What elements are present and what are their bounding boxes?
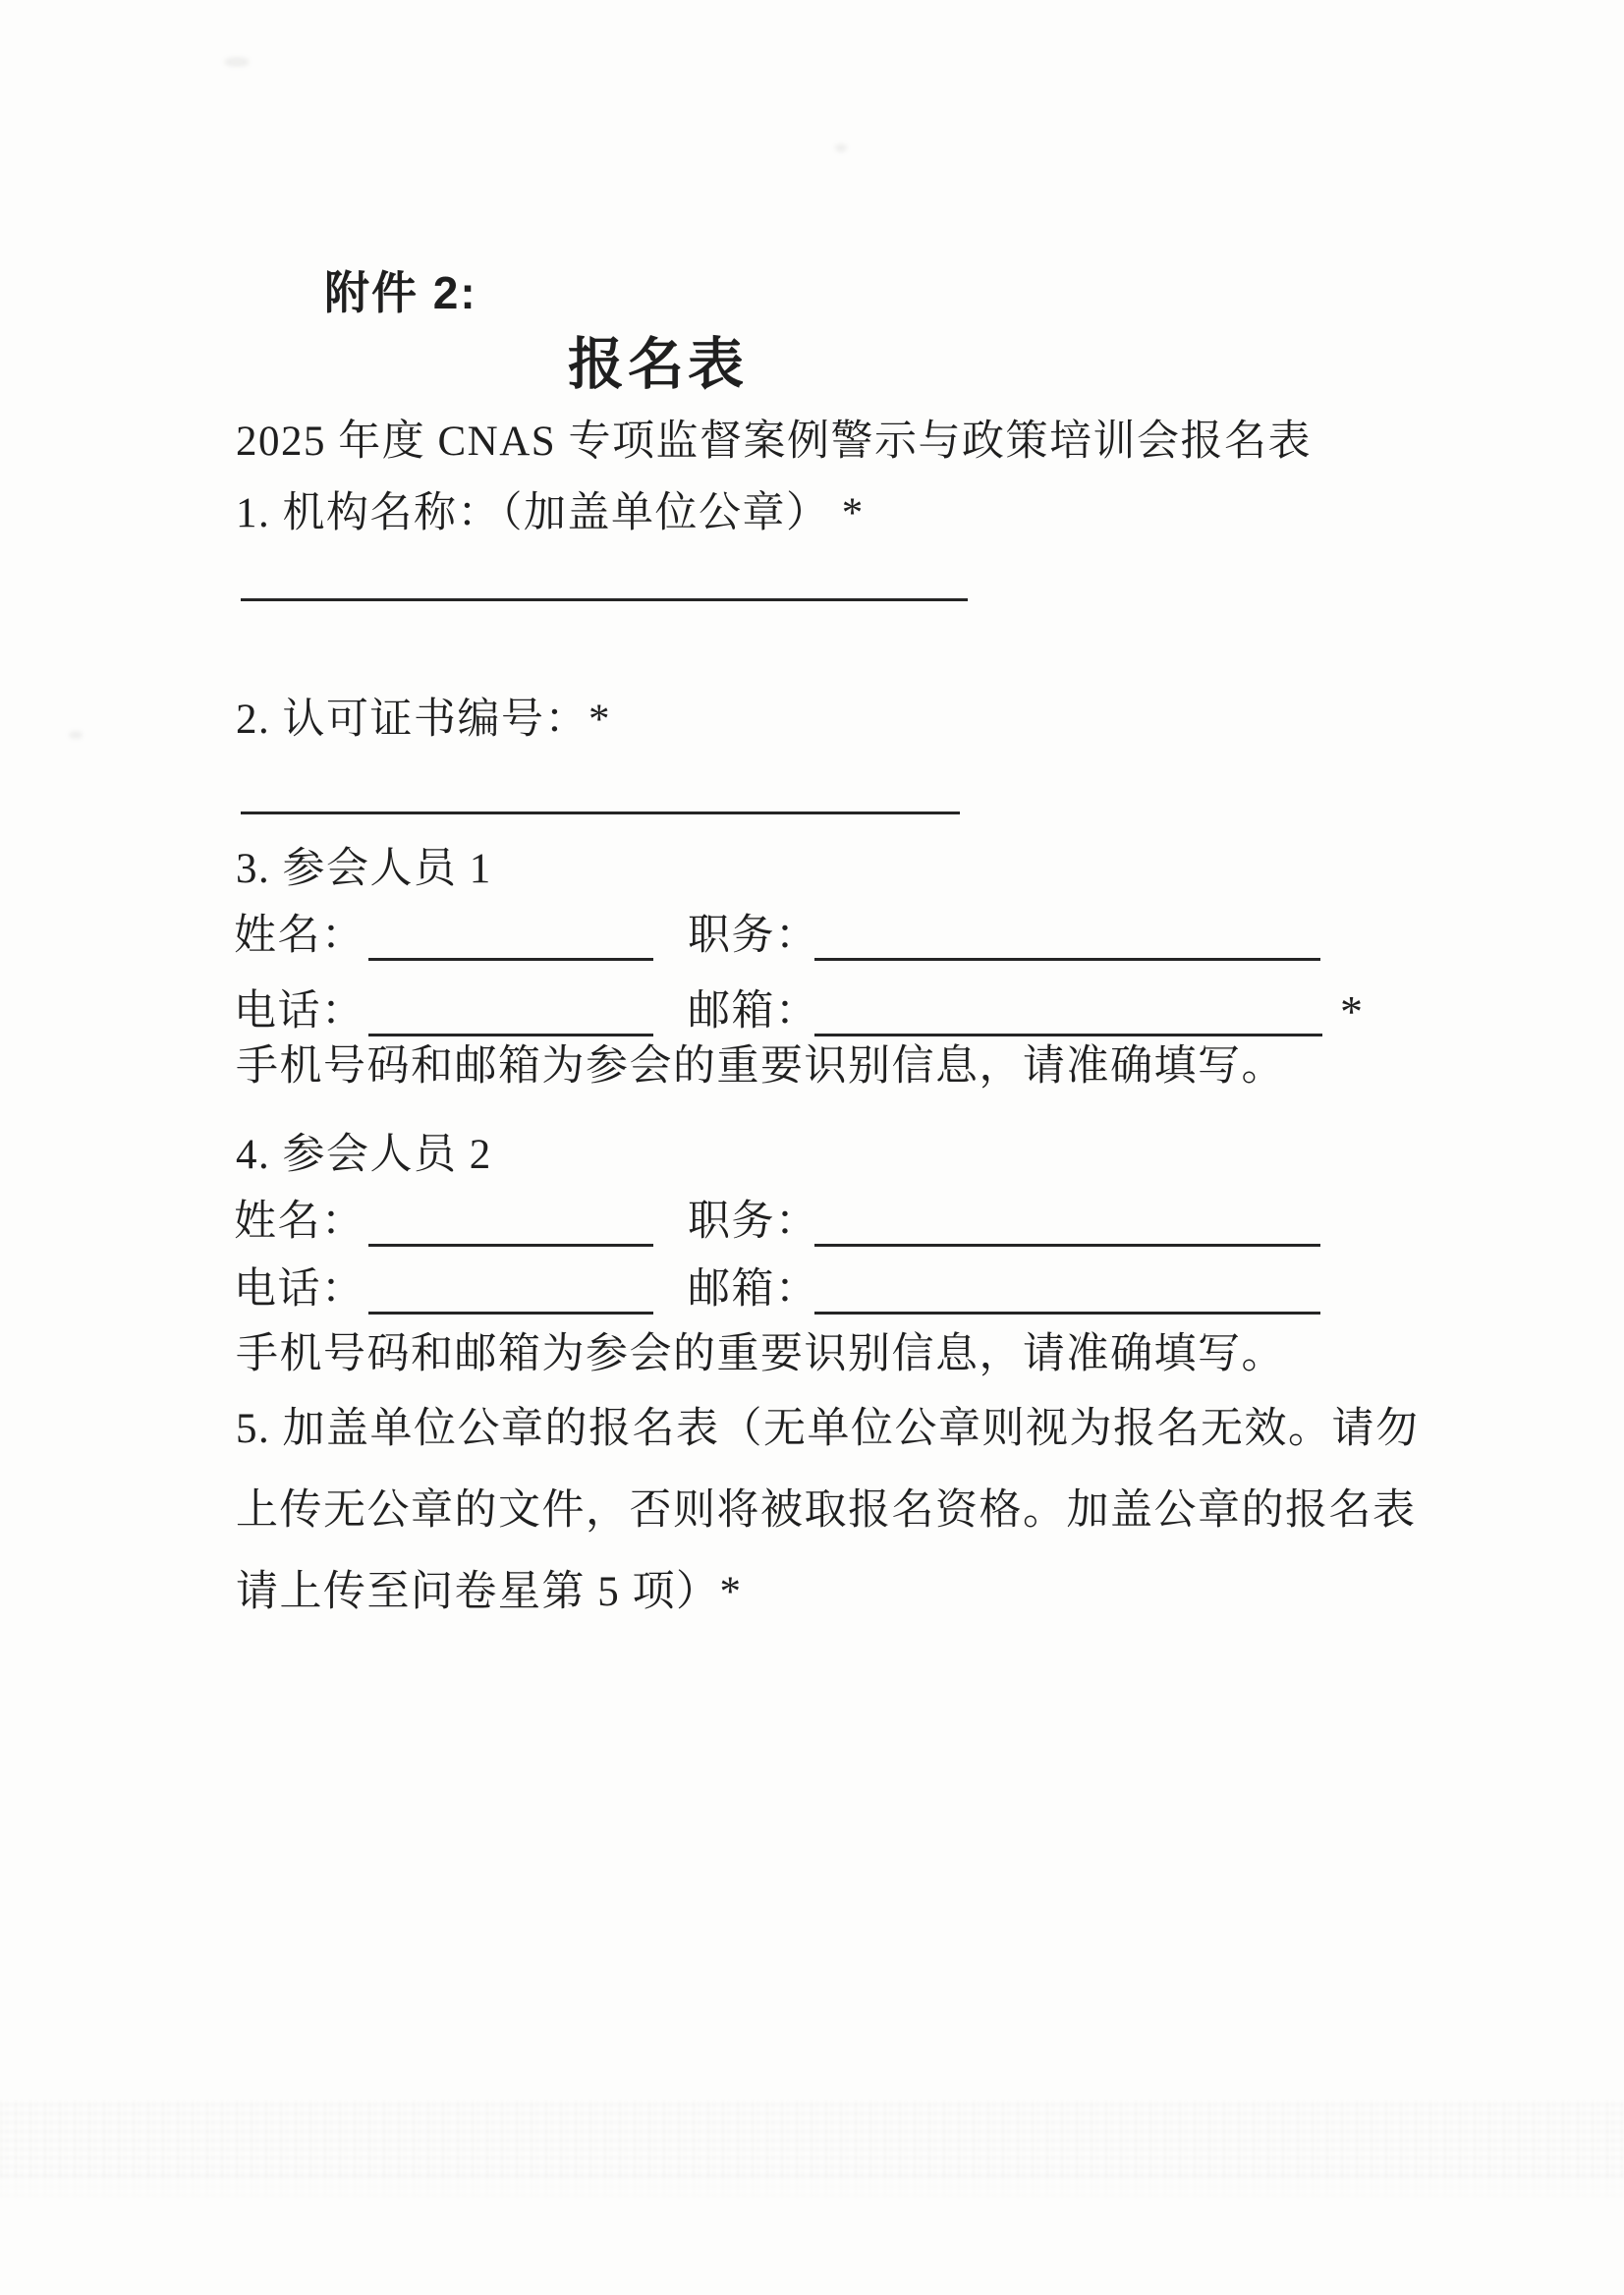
item2-label: 2. 认可证书编号：*	[236, 697, 611, 743]
item1-fill-in-line	[241, 598, 968, 601]
scan-bleed-through-band	[0, 2100, 1624, 2177]
item5-line-3: 请上传至问卷星第 5 项）*	[236, 1569, 743, 1615]
email-label: 邮箱：	[688, 988, 819, 1035]
person1-phone-fill-in-line	[368, 988, 653, 1036]
item3-heading: 3. 参会人员 1	[236, 846, 492, 892]
scan-speck	[835, 143, 847, 152]
name-label: 姓名：	[234, 1199, 365, 1245]
scan-speck	[224, 57, 250, 67]
item5-line-2: 上传无公章的文件，否则将被取报名资格。加盖公章的报名表	[236, 1487, 1417, 1534]
job-title-label: 职务：	[688, 913, 819, 959]
scan-bleed-through-band	[0, 2171, 1624, 2197]
person2-contact-row	[0, 1266, 1624, 1319]
person2-phone-fill-in-line	[368, 1266, 653, 1315]
item4-heading: 4. 参会人员 2	[236, 1132, 492, 1178]
person1-note: 手机号码和邮箱为参会的重要识别信息，请准确填写。	[236, 1043, 1285, 1090]
item5-line-1: 5. 加盖单位公章的报名表（无单位公章则视为报名无效。请勿	[236, 1406, 1420, 1452]
form-subtitle: 2025 年度 CNAS 专项监督案例警示与政策培训会报名表	[236, 419, 1312, 465]
required-asterisk: *	[1340, 986, 1365, 1036]
person2-name-fill-in-line	[368, 1199, 653, 1247]
job-title-label: 职务：	[688, 1199, 819, 1245]
phone-label: 电话：	[234, 1266, 365, 1313]
person1-name-row	[0, 913, 1624, 966]
person1-contact-row	[0, 988, 1624, 1041]
name-label: 姓名：	[234, 913, 365, 959]
phone-label: 电话：	[234, 988, 365, 1035]
item2-fill-in-line	[241, 812, 960, 814]
person2-job-title-fill-in-line	[814, 1199, 1320, 1247]
item1-label: 1. 机构名称：（加盖单位公章） *	[236, 490, 865, 536]
person2-name-row	[0, 1199, 1624, 1252]
scan-speck	[69, 731, 83, 739]
person1-job-title-fill-in-line	[814, 913, 1320, 961]
form-title: 报名表	[568, 333, 748, 396]
email-label: 邮箱：	[688, 1266, 819, 1313]
person1-name-fill-in-line	[368, 913, 653, 961]
attachment-label: 附件 2:	[324, 267, 477, 318]
person1-email-fill-in-line	[814, 988, 1322, 1036]
person2-email-fill-in-line	[814, 1266, 1320, 1315]
person2-note: 手机号码和邮箱为参会的重要识别信息，请准确填写。	[236, 1331, 1285, 1377]
